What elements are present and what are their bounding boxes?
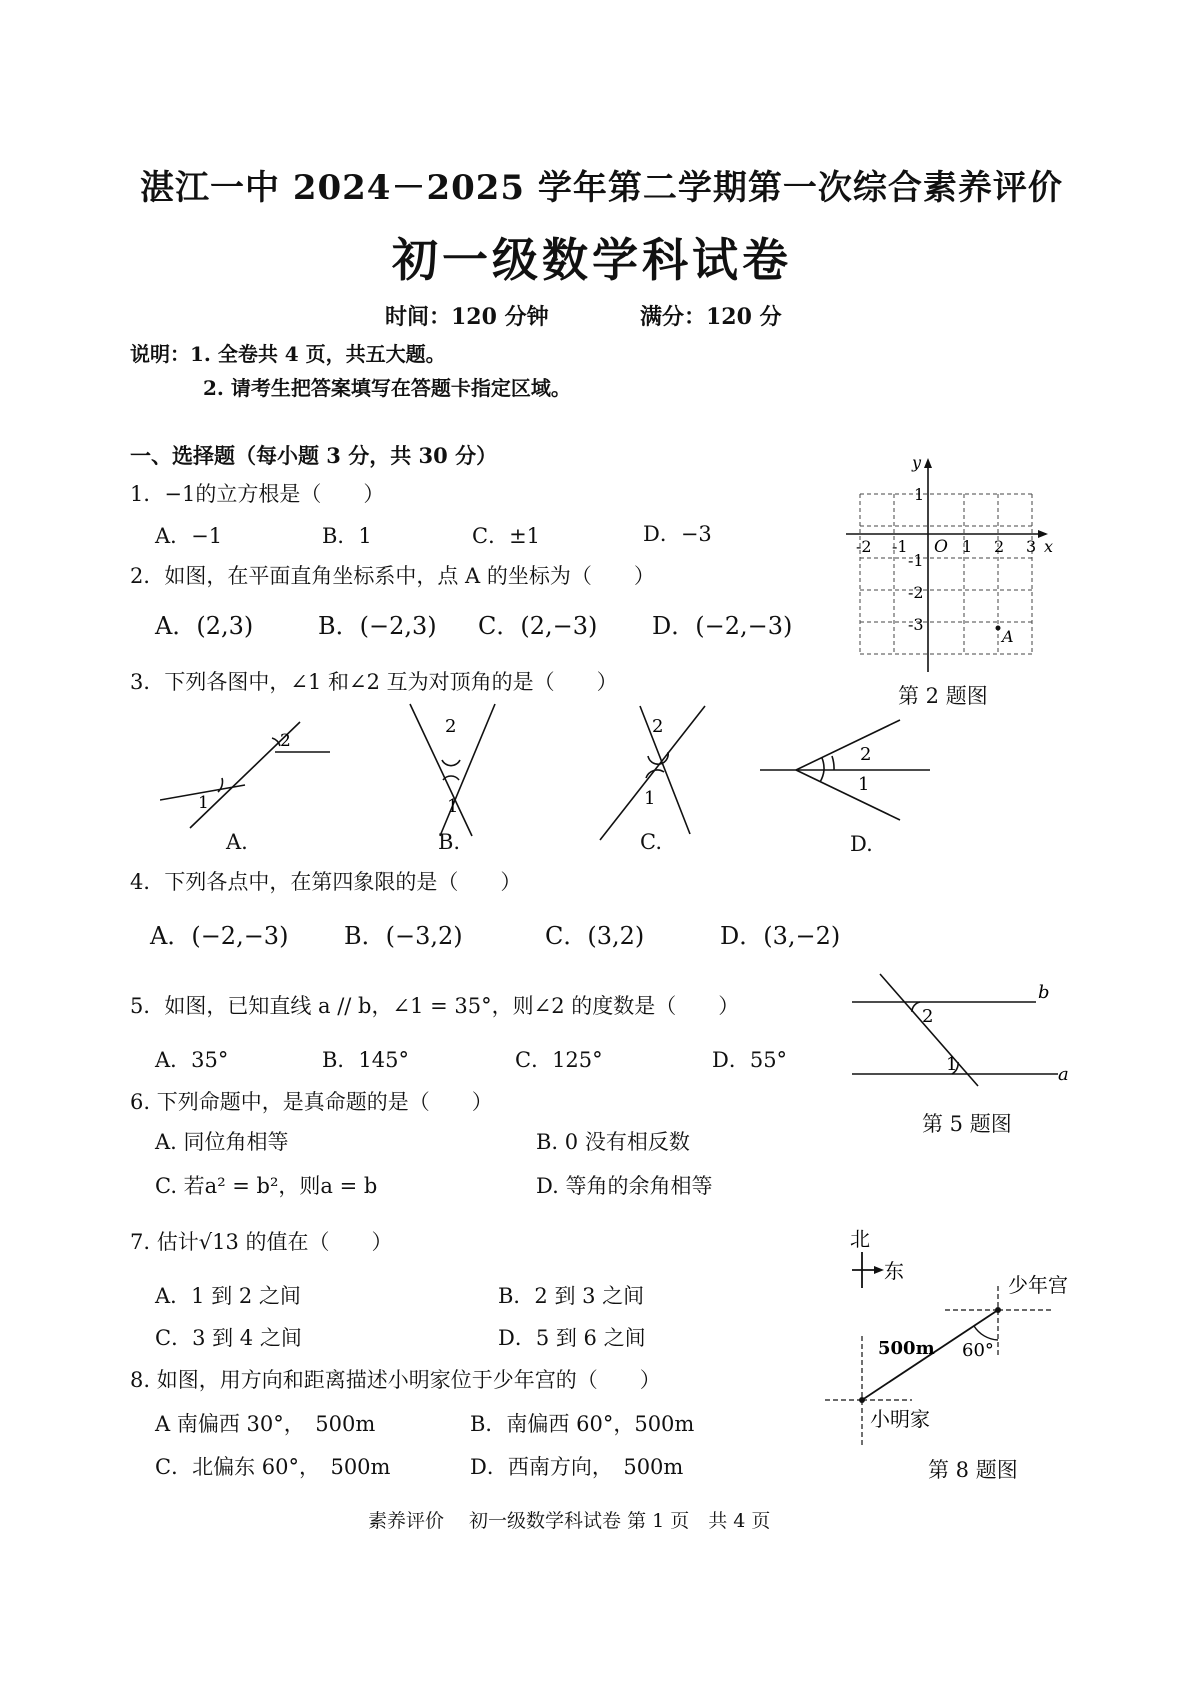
q3-option-c: C. (640, 830, 662, 854)
q1-option-a: A．−1 (155, 524, 223, 548)
q3-option-d: D. (850, 832, 873, 856)
q3-figure-d (760, 720, 930, 820)
q6-stem: 6. 下列命题中，是真命题的是（ ） (130, 1090, 493, 1114)
paper-title: 初一级数学科试卷 (392, 233, 792, 287)
q2-option-b: B．(−2,3) (318, 612, 437, 640)
q3-option-a: A. (226, 830, 248, 854)
q1-option-c: C．±1 (472, 524, 541, 548)
q8-east-label: 东 (884, 1259, 904, 1283)
q2-tick-x-1: 1 (962, 537, 973, 556)
q3-b-angle-2: 2 (445, 716, 457, 737)
q8-distance-label: 500m (878, 1338, 935, 1359)
q3-a-angle-1: 1 (198, 793, 209, 813)
q5-parallel-lines-figure (846, 968, 1076, 1088)
note-2: 2. 请考生把答案填写在答题卡指定区域。 (203, 376, 571, 400)
page-footer: 素养评价 初一级数学科试卷 第 1 页 共 4 页 (368, 1510, 771, 1532)
q3-figure-a (160, 722, 330, 828)
q2-tick-x-3: 3 (1026, 537, 1037, 556)
q8-option-b: B．南偏西 60°，500m (470, 1412, 695, 1436)
q8-palace-label: 少年宫 (1008, 1273, 1068, 1297)
q2-tick-x-2: 2 (994, 537, 1005, 556)
q5-option-c: C．125° (515, 1048, 603, 1072)
q4-option-d: D．(3,−2) (720, 922, 841, 950)
q8-angle-label: 60° (962, 1340, 994, 1361)
note-1: 说明：1. 全卷共 4 页，共五大题。 (130, 342, 446, 366)
q8-direction-figure (812, 1226, 1082, 1450)
q2-stem: 2．如图，在平面直角坐标系中，点 A 的坐标为（ ） (130, 564, 655, 588)
q2-tick-x-neg1: -1 (892, 537, 908, 556)
q8-option-d: D．西南方向， 500m (470, 1455, 684, 1479)
q8-north-label: 北 (850, 1227, 870, 1251)
q2-tick-y-neg3: -3 (908, 615, 924, 634)
q8-figure-caption: 第 8 题图 (928, 1458, 1018, 1482)
q3-b-angle-1: 1 (447, 796, 459, 817)
section-1-title: 一、选择题（每小题 3 分，共 30 分） (130, 443, 498, 468)
q7-option-c: C．3 到 4 之间 (155, 1326, 302, 1350)
q4-option-b: B．(−3,2) (344, 922, 463, 950)
q2-option-c: C．(2,−3) (478, 612, 598, 640)
q3-c-angle-2: 2 (652, 716, 664, 737)
q2-point-a: A (1002, 627, 1014, 646)
q2-tick-y-neg2: -2 (908, 583, 924, 602)
q7-stem: 7. 估计√13 的值在（ ） (130, 1230, 393, 1254)
q1-stem: 1．−1的立方根是（ ） (130, 482, 385, 506)
q2-option-d: D．(−2,−3) (652, 612, 793, 640)
q1-option-d: D．−3 (643, 522, 712, 546)
q2-tick-y-1: 1 (914, 485, 925, 504)
q4-option-a: A．(−2,−3) (150, 922, 289, 950)
q8-option-a: A 南偏西 30°， 500m (155, 1412, 376, 1436)
q2-y-label: y (912, 453, 922, 472)
q3-c-angle-1: 1 (644, 788, 656, 809)
q5-label-a: a (1058, 1064, 1069, 1085)
q8-home-label: 小明家 (870, 1407, 930, 1431)
q5-option-d: D．55° (712, 1048, 788, 1072)
q8-option-c: C．北偏东 60°， 500m (155, 1455, 391, 1479)
q8-stem: 8. 如图，用方向和距离描述小明家位于少年宫的（ ） (130, 1368, 661, 1392)
q2-origin: O (934, 537, 948, 557)
q2-tick-x-neg2: -2 (856, 537, 872, 556)
exam-score: 满分：120 分 (640, 304, 782, 330)
q3-d-angle-2: 2 (860, 744, 872, 765)
q6-option-c: C. 若a² = b²，则a = b (155, 1174, 378, 1198)
q2-option-a: A．(2,3) (155, 612, 254, 640)
q3-stem: 3．下列各图中，∠1 和∠2 互为对顶角的是（ ） (130, 670, 618, 694)
q5-label-b: b (1038, 982, 1050, 1003)
q2-x-label: x (1044, 537, 1054, 556)
q5-option-a: A．35° (155, 1048, 229, 1072)
q1-option-b: B．1 (322, 524, 372, 548)
q7-option-d: D．5 到 6 之间 (498, 1326, 646, 1350)
q7-option-b: B．2 到 3 之间 (498, 1284, 645, 1308)
q3-option-b: B. (438, 830, 461, 854)
q2-coordinate-grid (836, 452, 1066, 682)
exam-time: 时间：120 分钟 (385, 304, 549, 330)
q3-a-angle-2: 2 (280, 731, 291, 751)
q4-stem: 4．下列各点中，在第四象限的是（ ） (130, 870, 522, 894)
q2-tick-y-neg1: -1 (908, 551, 924, 570)
q7-option-a: A．1 到 2 之间 (155, 1284, 301, 1308)
q5-stem: 5．如图，已知直线 a // b，∠1 = 35°，则∠2 的度数是（ ） (130, 994, 740, 1018)
school-title: 湛江一中 2024－2025 学年第二学期第一次综合素养评价 (140, 168, 1063, 208)
q3-d-angle-1: 1 (858, 774, 870, 795)
q4-option-c: C．(3,2) (545, 922, 645, 950)
q5-figure-caption: 第 5 题图 (922, 1112, 1012, 1136)
q5-angle-2: 2 (922, 1006, 934, 1027)
q3-angle-figures (160, 700, 940, 850)
q6-option-b: B. 0 没有相反数 (536, 1130, 690, 1154)
q6-option-d: D. 等角的余角相等 (536, 1174, 713, 1198)
q6-option-a: A. 同位角相等 (155, 1130, 289, 1154)
q5-option-b: B．145° (322, 1048, 410, 1072)
q2-figure-caption: 第 2 题图 (898, 684, 988, 708)
q5-angle-1: 1 (946, 1054, 958, 1075)
